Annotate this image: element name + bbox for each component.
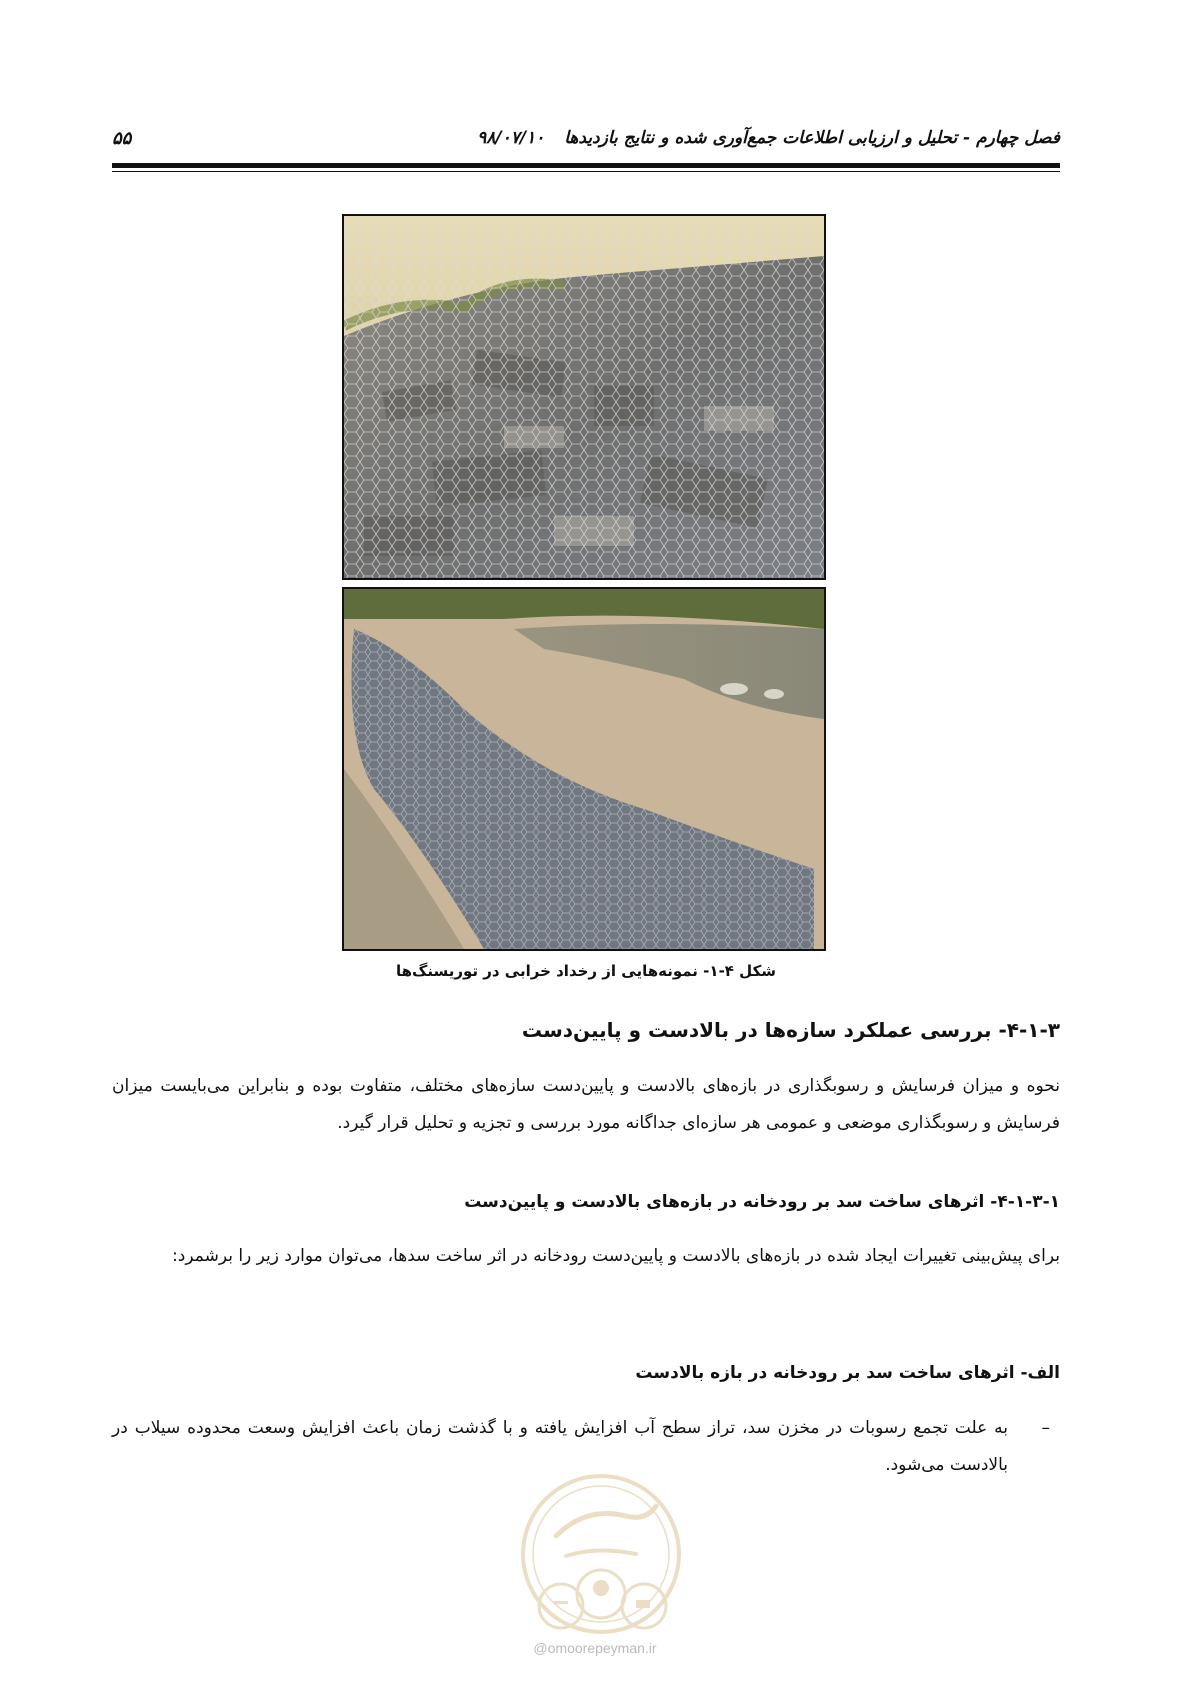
bullet-marker: – (1041, 1418, 1050, 1438)
chapter-title: فصل چهارم - تحلیل و ارزیابی اطلاعات جمع‌آوری شده و نتایج بازدیدها (564, 128, 1060, 148)
bullet-text: به علت تجمع رسوبات در مخزن سد، تراز سطح آب افزایش یافته و با گذشت زمان باعث افزایش وسعت محدوده سیلاب در بالادست می‌شود. (112, 1418, 1008, 1476)
alef-heading: الف- اثرهای ساخت سد بر رودخانه در بازه بالادست (635, 1363, 1060, 1383)
header-title (477, 128, 1060, 148)
section-paragraph: نحوه و میزان فرسایش و رسوبگذاری در بازه‌های بالادست و پایین‌دست سازه‌های مختلف، متفاوت بوده و بنابراین می‌بایست میزان فرسایش و رسوبگذاری موضعی و عمومی هر سازه‌ای جداگانه مورد بررسی و تجزیه و تحلیل قرار گیرد. (112, 1076, 1060, 1134)
watermark-website: @omoorepeyman.ir (533, 1640, 657, 1656)
subsection-heading: ۴-۱-۳-۱- اثرهای ساخت سد بر رودخانه در بازه‌های بالادست و پایین‌دست (464, 1192, 1060, 1212)
page-number: ۵۵ (112, 128, 132, 149)
section-heading: ۴-۱-۳- بررسی عملکرد سازه‌ها در بالادست و پایین‌دست (521, 1018, 1060, 1042)
page-header (112, 128, 1060, 158)
photo-gabion-damage-bottom (342, 587, 826, 951)
figure-caption: شکل ۴-۱- نمونه‌هایی از رخداد خرابی در توریسنگ‌ها (395, 962, 777, 980)
watermark-logo (506, 1466, 696, 1656)
photo-gabion-damage-top (342, 214, 826, 580)
header-date: ۹۸/۰۷/۱۰ (477, 128, 545, 148)
header-rule-thick (112, 163, 1060, 168)
subsection-paragraph: برای پیش‌بینی تغییرات ایجاد شده در بازه‌های بالادست و پایین‌دست رودخانه در اثر ساخت سدها، می‌توان موارد زیر را برشمرد: (172, 1246, 1060, 1266)
header-rule-thin (112, 171, 1060, 172)
